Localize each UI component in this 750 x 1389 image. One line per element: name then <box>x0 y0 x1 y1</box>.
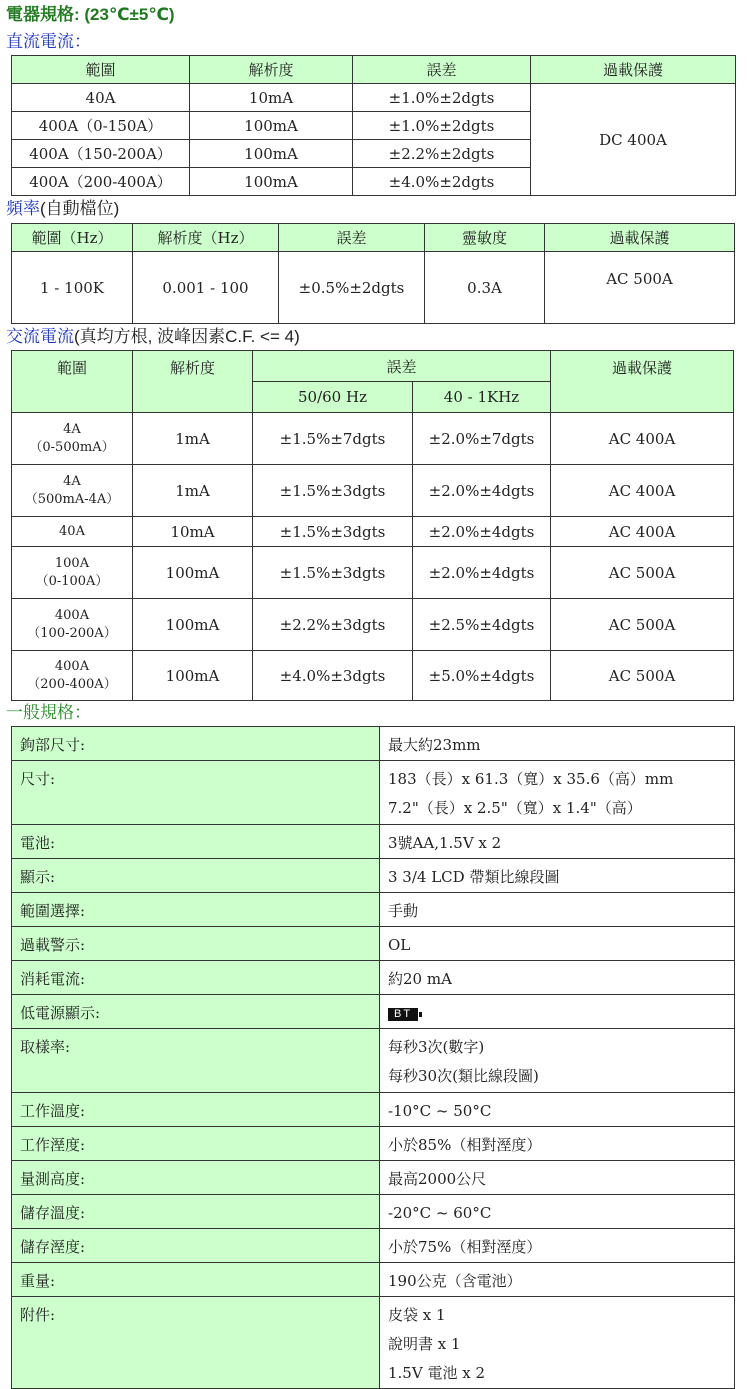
accuracy-40-1k-cell: ±5.0%±4dgts <box>413 651 551 701</box>
overload-cell: AC 400A <box>551 465 734 517</box>
spec-row <box>12 1297 735 1389</box>
spec-label: 附件: <box>12 1297 380 1389</box>
accuracy-50-60-cell: ±1.5%±3dgts <box>253 465 413 517</box>
spec-value: -10°C ~ 50°C <box>380 1093 735 1127</box>
accuracy-cell: ±1.0%±2dgts <box>353 84 531 112</box>
accuracy-40-1k-cell: ±2.0%±4dgts <box>413 517 551 547</box>
resolution-cell: 0.001 - 100 <box>133 252 279 324</box>
spec-row <box>12 1029 735 1093</box>
spec-label: 儲存溼度: <box>12 1229 380 1263</box>
spec-value: 3號AA,1.5V x 2 <box>380 825 735 859</box>
range-cell: 400A（0-150A） <box>12 112 190 140</box>
ac-current-table <box>11 350 734 701</box>
accuracy-40-1k-cell: ±2.0%±4dgts <box>413 465 551 517</box>
overload-cell: AC 500A <box>551 651 734 701</box>
frequency-link[interactable]: 頻率 <box>6 199 40 218</box>
dc-current-table <box>11 55 736 196</box>
range-cell: 400A （100-200A） <box>12 599 133 651</box>
spec-row <box>12 1263 735 1297</box>
spec-label: 量測高度: <box>12 1161 380 1195</box>
frequency-heading: 頻率(自動檔位) <box>6 199 120 218</box>
col-header-range: 範圍 <box>12 56 190 84</box>
spec-value: 190公克（含電池） <box>380 1263 735 1297</box>
range-cell: 100A （0-100A） <box>12 547 133 599</box>
accuracy-50-60-cell: ±1.5%±7dgts <box>253 413 413 465</box>
spec-label: 鉤部尺寸: <box>12 727 380 761</box>
spec-row <box>12 761 735 825</box>
overload-cell: AC 500A <box>551 547 734 599</box>
spec-row <box>12 1229 735 1263</box>
page-title: 電器規格: (23℃±5℃) <box>6 5 175 24</box>
spec-value <box>380 995 735 1029</box>
accuracy-cell: ±2.2%±2dgts <box>353 140 531 168</box>
spec-value: 約20 mA <box>380 961 735 995</box>
range-cell: 40A <box>12 84 190 112</box>
general-specs-heading: 一般規格： <box>6 703 91 722</box>
accuracy-50-60-cell: ±4.0%±3dgts <box>253 651 413 701</box>
table-row <box>12 465 734 517</box>
spec-value: 3 3/4 LCD 帶類比線段圖 <box>380 859 735 893</box>
spec-value: 183（長）x 61.3（寬）x 35.6（高）mm 7.2"（長）x 2.5"（寬）x 1.4"（高） <box>380 761 735 825</box>
spec-label: 重量: <box>12 1263 380 1297</box>
table-row <box>12 651 734 701</box>
table-row <box>12 252 735 324</box>
resolution-cell: 1mA <box>133 465 253 517</box>
col-header-accuracy: 誤差 <box>253 351 551 382</box>
spec-value: 小於85%（相對溼度） <box>380 1127 735 1161</box>
overload-cell: AC 500A <box>551 599 734 651</box>
accuracy-50-60-cell: ±2.2%±3dgts <box>253 599 413 651</box>
table-row <box>12 547 734 599</box>
sensitivity-cell: 0.3A <box>425 252 545 324</box>
accuracy-cell: ±4.0%±2dgts <box>353 168 531 196</box>
col-header-resolution: 解析度（Hz） <box>133 224 279 252</box>
col-header-range: 範圍 <box>12 351 133 413</box>
col-header-resolution: 解析度 <box>133 351 253 413</box>
spec-row <box>12 825 735 859</box>
col-header-overload: 過載保護 <box>545 224 735 252</box>
spec-value: 最高2000公尺 <box>380 1161 735 1195</box>
overload-cell: DC 400A <box>531 84 736 196</box>
spec-label: 過載警示: <box>12 927 380 961</box>
spec-row <box>12 1093 735 1127</box>
table-row <box>12 84 736 112</box>
ac-current-heading: 交流電流(真均方根, 波峰因素C.F. <= 4) <box>6 327 300 346</box>
spec-label: 儲存溫度: <box>12 1195 380 1229</box>
accuracy-cell: ±1.0%±2dgts <box>353 112 531 140</box>
table-row <box>12 599 734 651</box>
accuracy-40-1k-cell: ±2.0%±4dgts <box>413 547 551 599</box>
range-cell: 4A （0-500mA） <box>12 413 133 465</box>
spec-row <box>12 727 735 761</box>
resolution-cell: 100mA <box>133 651 253 701</box>
range-cell: 400A （200-400A） <box>12 651 133 701</box>
col-header-resolution: 解析度 <box>190 56 353 84</box>
spec-row <box>12 1127 735 1161</box>
accuracy-50-60-cell: ±1.5%±3dgts <box>253 547 413 599</box>
resolution-cell: 1mA <box>133 413 253 465</box>
spec-label: 電池: <box>12 825 380 859</box>
spec-row <box>12 1161 735 1195</box>
spec-value: 皮袋 x 1 說明書 x 1 1.5V 電池 x 2 <box>380 1297 735 1389</box>
spec-row <box>12 893 735 927</box>
accuracy-50-60-cell: ±1.5%±3dgts <box>253 517 413 547</box>
spec-value: -20°C ~ 60°C <box>380 1195 735 1229</box>
spec-row <box>12 927 735 961</box>
resolution-cell: 10mA <box>133 517 253 547</box>
table-header-row <box>12 351 734 382</box>
spec-label: 工作溫度: <box>12 1093 380 1127</box>
overload-cell: AC 400A <box>551 517 734 547</box>
resolution-cell: 10mA <box>190 84 353 112</box>
spec-value: 手動 <box>380 893 735 927</box>
table-row <box>12 413 734 465</box>
spec-row <box>12 961 735 995</box>
range-cell: 4A （500mA-4A） <box>12 465 133 517</box>
low-battery-icon: BT <box>388 1008 418 1021</box>
range-cell: 40A <box>12 517 133 547</box>
table-header-row <box>12 56 736 84</box>
spec-value: 小於75%（相對溼度） <box>380 1229 735 1263</box>
spec-label: 低電源顯示: <box>12 995 380 1029</box>
spec-label: 尺寸: <box>12 761 380 825</box>
spec-label: 取樣率: <box>12 1029 380 1093</box>
spec-row <box>12 859 735 893</box>
col-header-range: 範圍（Hz） <box>12 224 133 252</box>
resolution-cell: 100mA <box>190 140 353 168</box>
table-row <box>12 517 734 547</box>
spec-value: 每秒3次(數字) 每秒30次(類比線段圖) <box>380 1029 735 1093</box>
spec-row <box>12 995 735 1029</box>
overload-cell: AC 400A <box>551 413 734 465</box>
dc-current-heading: 直流電流： <box>6 32 91 51</box>
overload-cell: AC 500A <box>545 252 735 324</box>
resolution-cell: 100mA <box>133 599 253 651</box>
spec-value: OL <box>380 927 735 961</box>
spec-row <box>12 1195 735 1229</box>
dc-current-link[interactable]: 直流電流 <box>6 32 74 51</box>
accuracy-40-1k-cell: ±2.5%±4dgts <box>413 599 551 651</box>
spec-value: 最大約23mm <box>380 727 735 761</box>
spec-label: 消耗電流: <box>12 961 380 995</box>
range-cell: 400A（200-400A） <box>12 168 190 196</box>
range-cell: 400A（150-200A） <box>12 140 190 168</box>
table-header-row <box>12 224 735 252</box>
col-header-accuracy: 誤差 <box>353 56 531 84</box>
col-header-overload: 過載保護 <box>531 56 736 84</box>
spec-label: 工作溼度: <box>12 1127 380 1161</box>
spec-label: 範圍選擇: <box>12 893 380 927</box>
col-header-40-1khz: 40 - 1KHz <box>413 382 551 413</box>
range-cell: 1 - 100K <box>12 252 133 324</box>
frequency-table <box>11 223 735 324</box>
col-header-accuracy: 誤差 <box>279 224 425 252</box>
resolution-cell: 100mA <box>133 547 253 599</box>
col-header-overload: 過載保護 <box>551 351 734 413</box>
ac-current-link[interactable]: 交流電流 <box>6 327 74 346</box>
resolution-cell: 100mA <box>190 168 353 196</box>
col-header-50-60hz: 50/60 Hz <box>253 382 413 413</box>
resolution-cell: 100mA <box>190 112 353 140</box>
spec-label: 顯示: <box>12 859 380 893</box>
accuracy-cell: ±0.5%±2dgts <box>279 252 425 324</box>
general-specs-table <box>11 726 735 1389</box>
col-header-sensitivity: 靈敏度 <box>425 224 545 252</box>
accuracy-40-1k-cell: ±2.0%±7dgts <box>413 413 551 465</box>
